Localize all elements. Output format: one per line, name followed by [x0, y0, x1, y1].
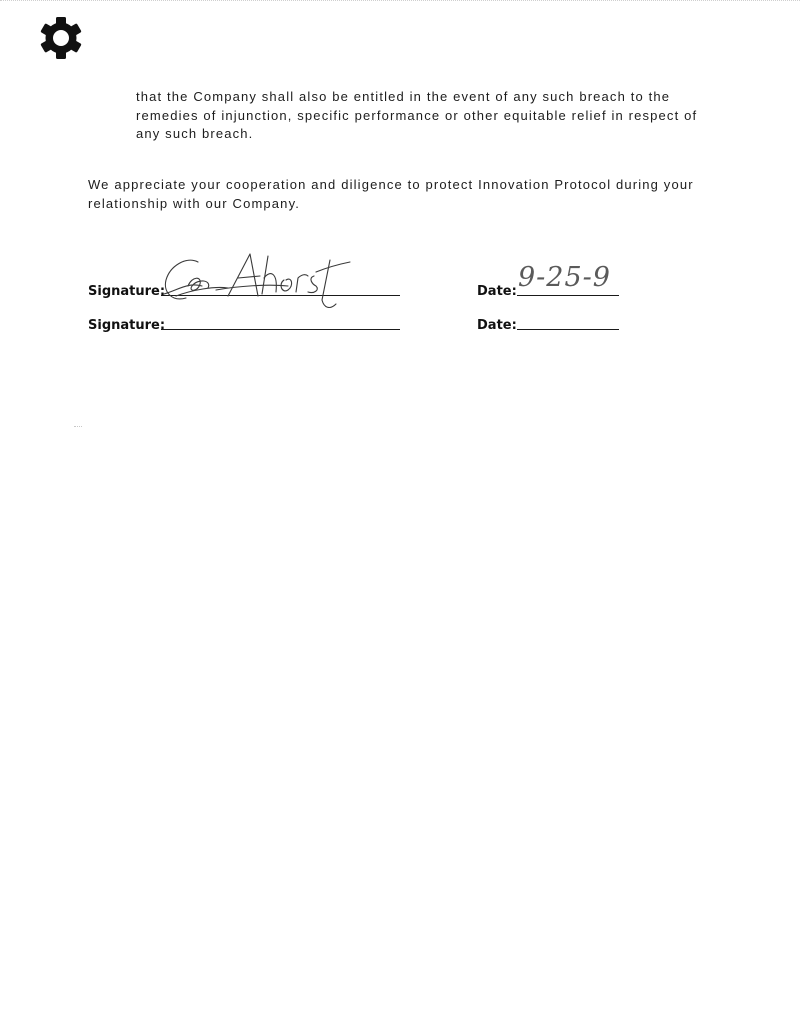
signature-line-2[interactable] [161, 329, 400, 330]
closing-paragraph: that the Company shall also be entitled in the event of any such breach to the remedies of injunction, specific performance or other equitable relief in respect of any such breach. [136, 89, 698, 141]
date-row-2 [477, 309, 627, 333]
signature-label: Signature: [88, 284, 166, 299]
date-label-2: Date: [477, 318, 517, 333]
appreciation-paragraph: We appreciate your cooperation and diligence to protect Innovation Protocol during your relationship with our Company. [88, 177, 694, 211]
date-line[interactable] [517, 295, 619, 296]
handwritten-date: 9-25-9 [518, 262, 611, 293]
date-label: Date: [477, 284, 517, 299]
scan-edge [0, 0, 800, 4]
handwritten-signature [158, 246, 358, 316]
signature-label-2: Signature: [88, 318, 166, 333]
signature-row-2 [88, 309, 408, 333]
scan-speck [74, 426, 82, 429]
date-line-2[interactable] [517, 329, 619, 330]
gear-icon [38, 17, 84, 59]
